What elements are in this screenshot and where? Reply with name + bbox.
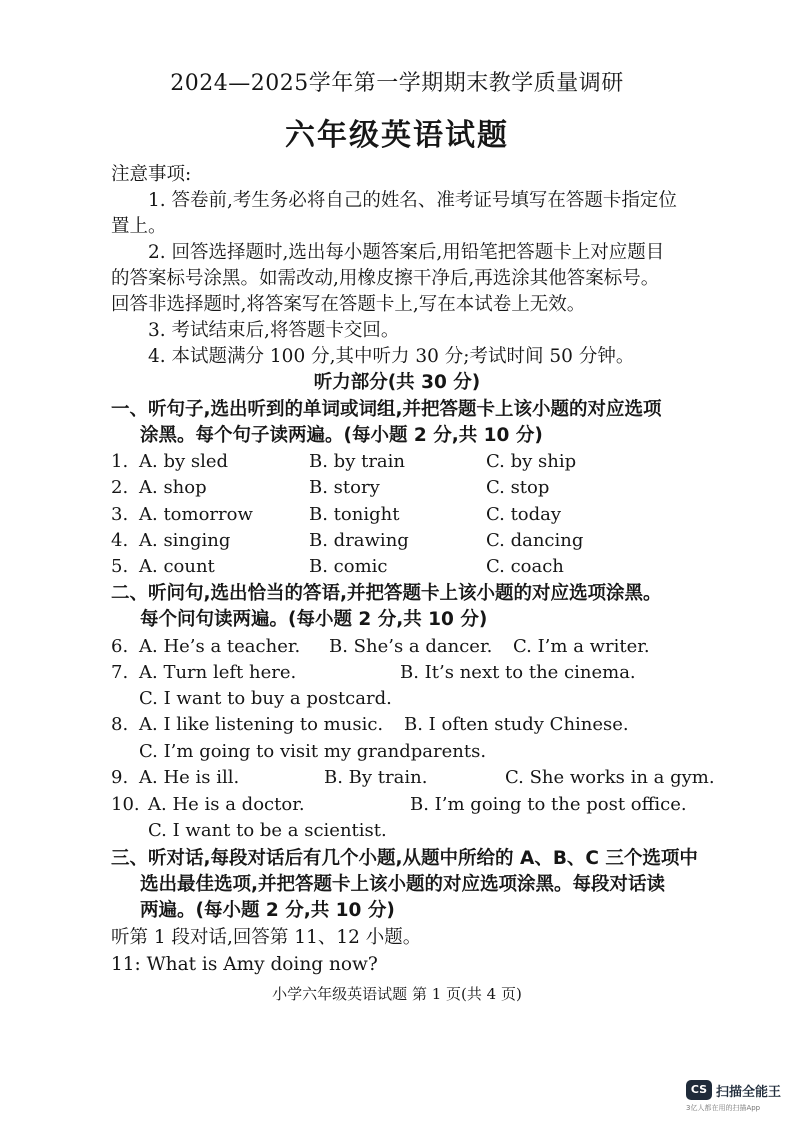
option-a: A. Turn left here.	[139, 662, 297, 683]
notes-line: 的答案标号涂黑。如需改动,用橡皮擦干净后,再选涂其他答案标号。	[111, 268, 660, 289]
question-number: 1.	[111, 451, 129, 472]
notes-line: 4. 本试题满分 100 分,其中听力 30 分;考试时间 50 分钟。	[148, 346, 635, 367]
notes-line: 回答非选择题时,将答案写在答题卡上,写在本试卷上无效。	[111, 294, 586, 315]
option-c: C. I want to buy a postcard.	[139, 688, 392, 709]
scanner-brand: 扫描全能王	[716, 1085, 782, 1100]
section2-instruction: 每个问句读两遍。(每小题 2 分,共 10 分)	[140, 609, 488, 630]
question-number: 2.	[111, 477, 129, 498]
section1-instruction: 一、听句子,选出听到的单词或词组,并把答题卡上该小题的对应选项	[111, 399, 662, 420]
option-b: B. It’s next to the cinema.	[400, 662, 636, 683]
option-a: A. singing	[139, 530, 231, 551]
option-a: A. count	[139, 556, 215, 577]
section3-instruction: 三、听对话,每段对话后有几个小题,从题中所给的 A、B、C 三个选项中	[111, 848, 698, 869]
option-b: B. comic	[309, 556, 388, 577]
camscanner-logo-icon: CS	[686, 1080, 712, 1100]
option-c: C. I’m a writer.	[513, 636, 650, 657]
exam-title: 六年级英语试题	[285, 118, 509, 153]
option-a: A. tomorrow	[139, 504, 253, 525]
question-number: 10.	[111, 794, 140, 815]
question-number: 6.	[111, 636, 129, 657]
option-b: B. I’m going to the post office.	[410, 794, 687, 815]
option-a: A. He is ill.	[139, 767, 240, 788]
listening-part-heading: 听力部分(共 30 分)	[313, 372, 481, 393]
section3-instruction: 两遍。(每小题 2 分,共 10 分)	[140, 900, 395, 921]
option-c: C. I want to be a scientist.	[148, 820, 387, 841]
option-b: B. story	[309, 477, 380, 498]
page-footer: 小学六年级英语试题 第 1 页(共 4 页)	[272, 985, 522, 1003]
question-number: 8.	[111, 714, 129, 735]
notes-line: 置上。	[111, 216, 167, 237]
option-c: C. She works in a gym.	[505, 767, 715, 788]
option-b: B. tonight	[309, 504, 400, 525]
notes-line: 1. 答卷前,考生务必将自己的姓名、准考证号填写在答题卡指定位	[148, 190, 677, 211]
section3-instruction: 选出最佳选项,并把答题卡上该小题的对应选项涂黑。每段对话读	[140, 874, 666, 895]
dialog-instruction: 听第 1 段对话,回答第 11、12 小题。	[111, 927, 422, 948]
option-c: C. by ship	[486, 451, 577, 472]
notes-line: 3. 考试结束后,将答题卡交回。	[148, 320, 400, 341]
section1-instruction: 涂黑。每个句子读两遍。(每小题 2 分,共 10 分)	[140, 425, 543, 446]
question-number: 3.	[111, 504, 129, 525]
option-a: A. He is a doctor.	[148, 794, 305, 815]
option-b: B. by train	[309, 451, 406, 472]
option-a: A. I like listening to music.	[139, 714, 384, 735]
option-a: A. shop	[139, 477, 207, 498]
option-c: C. I’m going to visit my grandparents.	[139, 741, 487, 762]
option-b: B. By train.	[324, 767, 428, 788]
question-number: 4.	[111, 530, 129, 551]
notes-heading: 注意事项:	[111, 164, 192, 185]
question-number: 5.	[111, 556, 129, 577]
question-11: 11: What is Amy doing now?	[111, 954, 378, 975]
option-c: C. stop	[486, 477, 550, 498]
option-c: C. coach	[486, 556, 564, 577]
notes-line: 2. 回答选择题时,选出每小题答案后,用铅笔把答题卡上对应题目	[148, 242, 665, 263]
option-b: B. She’s a dancer.	[329, 636, 493, 657]
option-b: B. drawing	[309, 530, 409, 551]
question-number: 9.	[111, 767, 129, 788]
section2-instruction: 二、听问句,选出恰当的答语,并把答题卡上该小题的对应选项涂黑。	[111, 583, 662, 604]
option-b: B. I often study Chinese.	[404, 714, 629, 735]
option-a: A. by sled	[139, 451, 229, 472]
option-c: C. today	[486, 504, 562, 525]
scanner-watermark	[686, 1080, 786, 1116]
scanner-slogan: 3亿人都在用的扫描App	[686, 1104, 761, 1112]
option-a: A. He’s a teacher.	[139, 636, 301, 657]
question-number: 7.	[111, 662, 129, 683]
option-c: C. dancing	[486, 530, 584, 551]
exam-school-year-title: 2024—2025学年第一学期期末教学质量调研	[170, 71, 624, 96]
